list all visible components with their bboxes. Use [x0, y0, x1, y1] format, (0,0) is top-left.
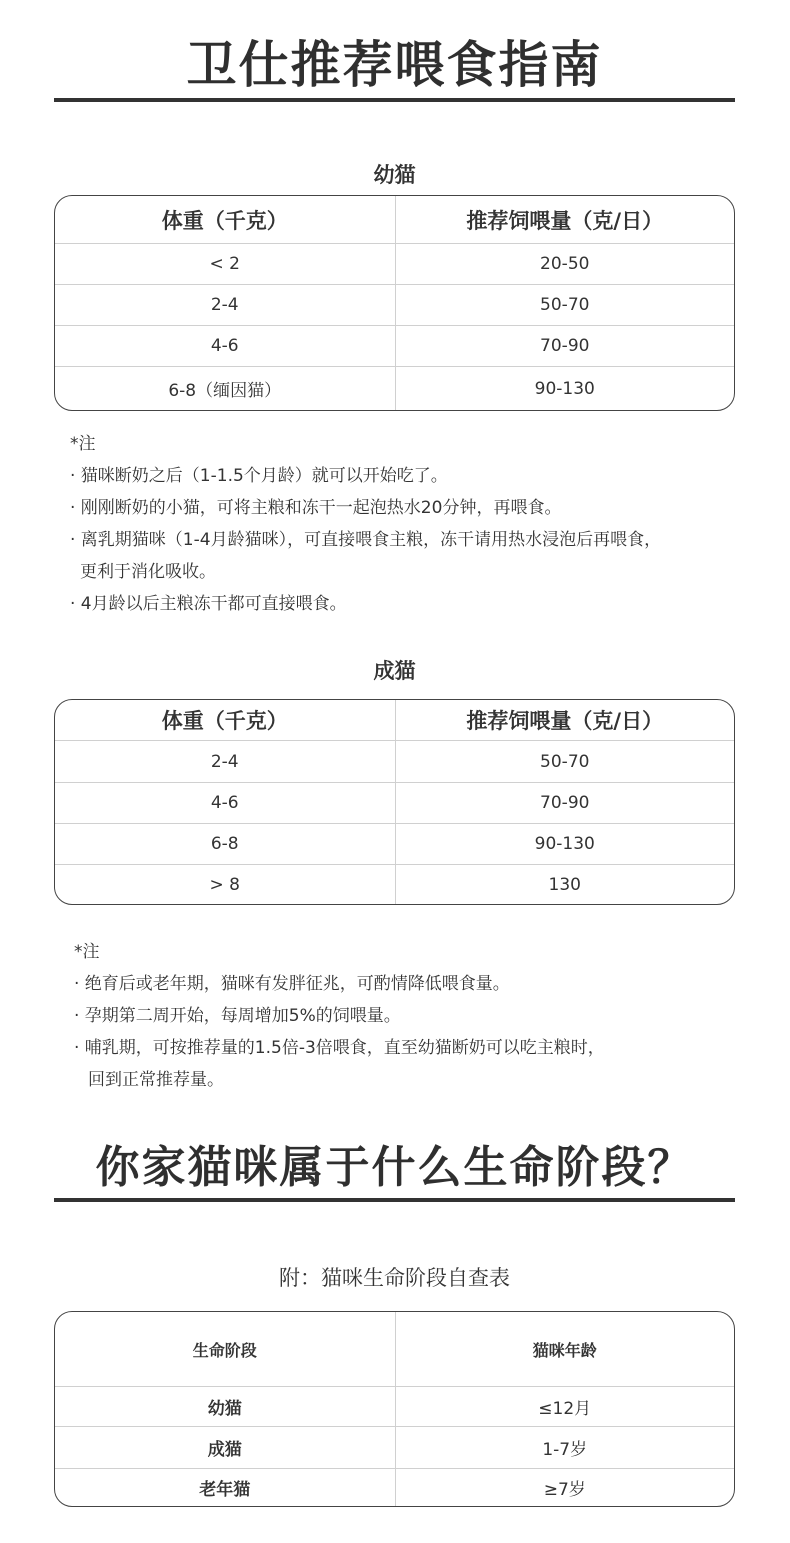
amount-cell: 90-130: [395, 367, 735, 410]
note-line: · 哺乳期，可按推荐量的1.5倍-3倍喂食，直至幼猫断奶可以吃主粮时，: [74, 1038, 605, 1058]
table-row: [55, 284, 734, 325]
adult-table: [54, 699, 735, 905]
stage-cell: 成猫: [207, 1440, 242, 1460]
note-line: · 离乳期猫咪（1-4月龄猫咪），可直接喂食主粮，冻干请用热水浸泡后再喂食，: [70, 530, 662, 550]
amount-cell: 20-50: [395, 244, 735, 284]
table-header-row: [55, 1312, 734, 1386]
table-header-row: [55, 196, 734, 243]
note-line: · 猫咪断奶之后（1-1.5个月龄）就可以开始吃了。: [70, 466, 448, 486]
kitten-caption: 幼猫: [373, 163, 416, 187]
weight-cell: 4-6: [210, 336, 239, 356]
table-row: [55, 1426, 734, 1468]
table-row: [55, 782, 734, 823]
note-line: · 孕期第二周开始，每周增加5%的饲喂量。: [74, 1006, 401, 1026]
lifestage-title-underline: [54, 1198, 735, 1202]
age-cell: 1-7岁: [395, 1427, 735, 1468]
age-cell: ≥7岁: [395, 1469, 735, 1506]
header-weight: 体重（千克）: [161, 208, 288, 233]
weight-cell: 2-4: [210, 295, 239, 315]
amount-cell: 70-90: [395, 783, 735, 823]
weight-cell: > 8: [209, 874, 240, 895]
adult-notes: [74, 936, 774, 1096]
age-cell: ≤12月: [395, 1387, 735, 1426]
note-line: · 4月龄以后主粮冻干都可直接喂食。: [70, 594, 347, 614]
adult-caption: 成猫: [373, 659, 416, 683]
table-row: [55, 1468, 734, 1506]
kitten-table: [54, 195, 735, 411]
header-weight: 体重（千克）: [161, 709, 288, 733]
amount-cell: 90-130: [395, 824, 735, 864]
title-underline: [54, 98, 735, 102]
amount-cell: 70-90: [395, 326, 735, 366]
note-heading: *注: [74, 942, 100, 962]
stage-cell: 老年猫: [199, 1480, 251, 1500]
table-row: [55, 864, 734, 904]
weight-cell: 2-4: [210, 751, 239, 772]
amount-cell: 130: [395, 865, 735, 904]
weight-cell: 6-8: [210, 834, 239, 854]
kitten-notes: [70, 428, 770, 620]
lifestage-title: 你家猫咪属于什么生命阶段？: [95, 1142, 694, 1193]
note-line: · 绝育后或老年期，猫咪有发胖征兆，可酌情降低喂食量。: [74, 974, 510, 994]
note-line: 更利于消化吸收。: [80, 562, 216, 582]
page-title: 卫仕推荐喂食指南: [186, 36, 603, 94]
lifestage-caption: 附：猫咪生命阶段自查表: [279, 1266, 510, 1290]
lifestage-table: [54, 1311, 735, 1507]
amount-cell: 50-70: [395, 741, 735, 782]
note-line: 回到正常推荐量。: [88, 1070, 224, 1090]
header-feeding: 推荐饲喂量（克/日）: [395, 700, 735, 740]
note-line: · 刚刚断奶的小猫，可将主粮和冻干一起泡热水20分钟，再喂食。: [70, 498, 562, 518]
table-row: [55, 243, 734, 284]
header-age: 猫咪年龄: [395, 1312, 735, 1386]
table-row: [55, 366, 734, 410]
header-feeding: 推荐饲喂量（克/日）: [395, 196, 735, 243]
header-stage: 生命阶段: [192, 1340, 257, 1360]
table-header-row: [55, 700, 734, 740]
table-row: [55, 325, 734, 366]
table-row: [55, 823, 734, 864]
amount-cell: 50-70: [395, 285, 735, 325]
weight-cell: < 2: [209, 254, 240, 274]
note-heading: *注: [70, 434, 96, 454]
stage-cell: 幼猫: [207, 1399, 242, 1419]
table-row: [55, 740, 734, 782]
weight-cell: 6-8（缅因猫）: [168, 381, 282, 401]
weight-cell: 4-6: [210, 793, 239, 813]
table-row: [55, 1386, 734, 1426]
